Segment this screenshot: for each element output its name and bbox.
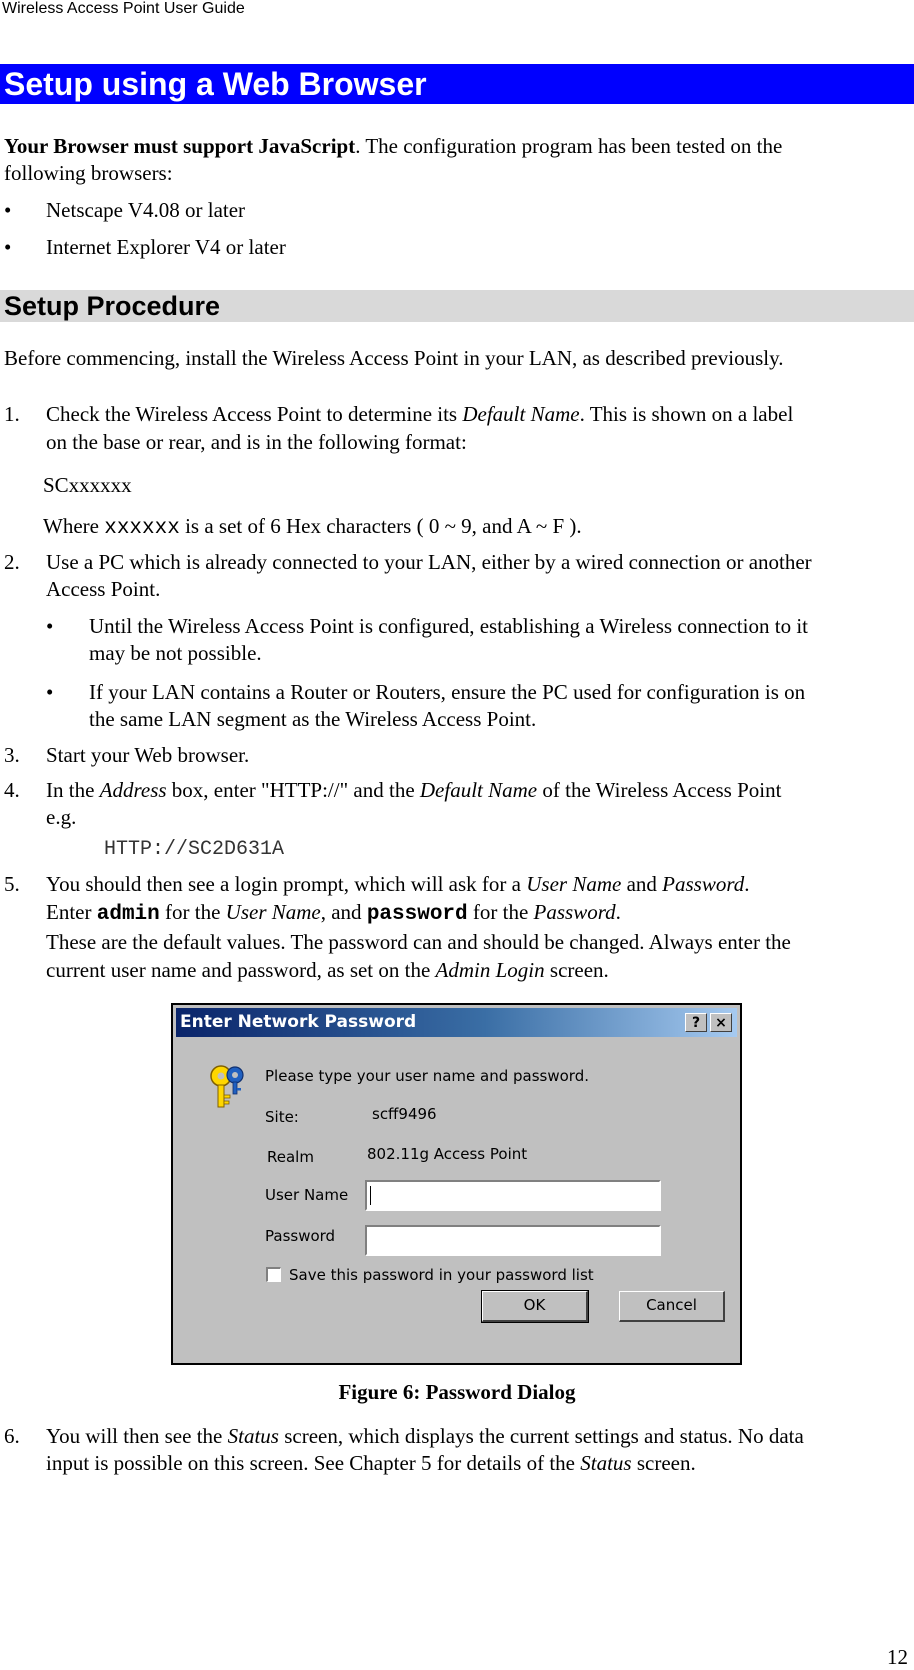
username-label: User Name [265, 1186, 349, 1204]
bullet-marker: • [4, 235, 12, 259]
text: screen, which displays the current settings and status. No data [278, 1424, 804, 1448]
emphasis: Status [580, 1451, 632, 1475]
step-number: 1. [4, 402, 20, 426]
password-label: Password [265, 1227, 336, 1245]
code: password [366, 903, 468, 926]
close-button[interactable]: × [710, 1013, 732, 1032]
browser-bullet-1: Netscape V4.08 or later [46, 198, 246, 222]
save-password-checkbox[interactable] [266, 1267, 281, 1282]
step5-line-2 [46, 900, 621, 927]
step4-line-1 [46, 778, 781, 802]
bullet-marker: • [4, 198, 12, 222]
emphasis: Password [662, 872, 745, 896]
emphasis: User Name [225, 900, 321, 924]
text: Check the Wireless Access Point to determine its [46, 402, 463, 426]
step-number: 4. [4, 778, 20, 802]
code: xxxxxx [104, 517, 180, 540]
step2-bullet2-line2: the same LAN segment as the Wireless Access Point. [89, 707, 537, 731]
step-number: 6. [4, 1424, 20, 1448]
text: You will then see the [46, 1424, 228, 1448]
before-paragraph: Before commencing, install the Wireless Access Point in your LAN, as described previously. [4, 346, 784, 370]
intro-rest: . The configuration program has been tested on the [355, 134, 783, 158]
text: input is possible on this screen. See Chapter 5 for details of the [46, 1451, 581, 1475]
figure-caption: Figure 6: Password Dialog [338, 1380, 576, 1404]
emphasis: Admin Login [435, 958, 545, 982]
text: box, enter "HTTP://" and the [166, 778, 420, 802]
url-example: HTTP://SC2D631A [104, 838, 285, 861]
dialog-title: Enter Network Password [180, 1012, 417, 1032]
code: admin [96, 903, 160, 926]
password-input[interactable] [365, 1225, 661, 1256]
text: screen. [544, 958, 609, 982]
text: for the [159, 900, 226, 924]
step5-line-3: These are the default values. The password can and should be changed. Always enter the [46, 930, 791, 954]
text: You should then see a login prompt, which will ask for a [46, 872, 527, 896]
step-number: 5. [4, 872, 20, 896]
bullet-marker: • [46, 680, 54, 704]
intro-bold: Your Browser must support JavaScript [4, 134, 356, 158]
text: current user name and password, as set on the [46, 958, 436, 982]
text: of the Wireless Access Point [537, 778, 782, 802]
ok-button[interactable]: OK [482, 1291, 588, 1322]
browser-bullet-2: Internet Explorer V4 or later [46, 235, 286, 259]
step6-line-1 [46, 1424, 804, 1448]
emphasis: Status [227, 1424, 279, 1448]
emphasis: Password [533, 900, 616, 924]
step-number: 3. [4, 743, 20, 767]
intro-line-1 [4, 134, 782, 158]
username-input[interactable] [365, 1180, 661, 1211]
step3-line: Start your Web browser. [46, 743, 250, 767]
page-number: 12 [887, 1645, 908, 1669]
intro-line-2: following browsers: [4, 161, 173, 185]
emphasis: Default Name [419, 778, 538, 802]
step2-bullet2-line1: If your LAN contains a Router or Routers, ensure the PC used for configuration is on [89, 680, 806, 704]
step2-line-1: Use a PC which is already connected to your LAN, either by a wired connection or another [46, 550, 812, 574]
help-button[interactable]: ? [685, 1013, 707, 1032]
realm-value: 802.11g Access Point [367, 1145, 528, 1163]
realm-label: Realm [267, 1148, 314, 1166]
cancel-button[interactable]: Cancel [619, 1291, 725, 1322]
text: . [744, 872, 750, 896]
text: screen. [631, 1451, 696, 1475]
step1-line-1 [46, 402, 793, 426]
step2-bullet1-line1: Until the Wireless Access Point is configured, establishing a Wireless connection to it [89, 614, 808, 638]
password-dialog [171, 1003, 742, 1365]
text: In the [46, 778, 100, 802]
text: . This is shown on a label [579, 402, 794, 426]
step1-line-2: on the base or rear, and is in the following format: [46, 430, 467, 454]
text: . [615, 900, 621, 924]
step4-line-2: e.g. [46, 805, 77, 829]
step2-bullet1-line2: may be not possible. [89, 641, 262, 665]
text: for the [467, 900, 534, 924]
step6-line-2 [46, 1451, 696, 1475]
site-value: scff9496 [372, 1105, 437, 1123]
step5-line-4 [46, 958, 609, 982]
text: and [621, 872, 663, 896]
emphasis: Default Name [462, 402, 580, 426]
running-header: Wireless Access Point User Guide [2, 0, 245, 17]
emphasis: Address [99, 778, 167, 802]
text: Enter [46, 900, 97, 924]
text-caret [370, 1186, 371, 1205]
step-number: 2. [4, 550, 20, 574]
subsection-heading: Setup Procedure [0, 290, 914, 322]
name-format: SCxxxxxx [43, 473, 132, 497]
dialog-titlebar [176, 1008, 737, 1037]
section-heading: Setup using a Web Browser [0, 64, 914, 104]
bullet-marker: • [46, 614, 54, 638]
step5-line-1 [46, 872, 749, 896]
step2-line-2: Access Point. [46, 577, 161, 601]
site-label: Site: [265, 1108, 299, 1126]
text: , and [320, 900, 367, 924]
dialog-prompt: Please type your user name and password. [265, 1067, 589, 1085]
keys-icon [205, 1061, 253, 1113]
format-explanation [43, 514, 582, 541]
text: is a set of 6 Hex characters ( 0 ~ 9, and A ~ F ). [179, 514, 582, 538]
text: Where [43, 514, 105, 538]
save-password-label: Save this password in your password list [289, 1266, 594, 1284]
emphasis: User Name [526, 872, 622, 896]
